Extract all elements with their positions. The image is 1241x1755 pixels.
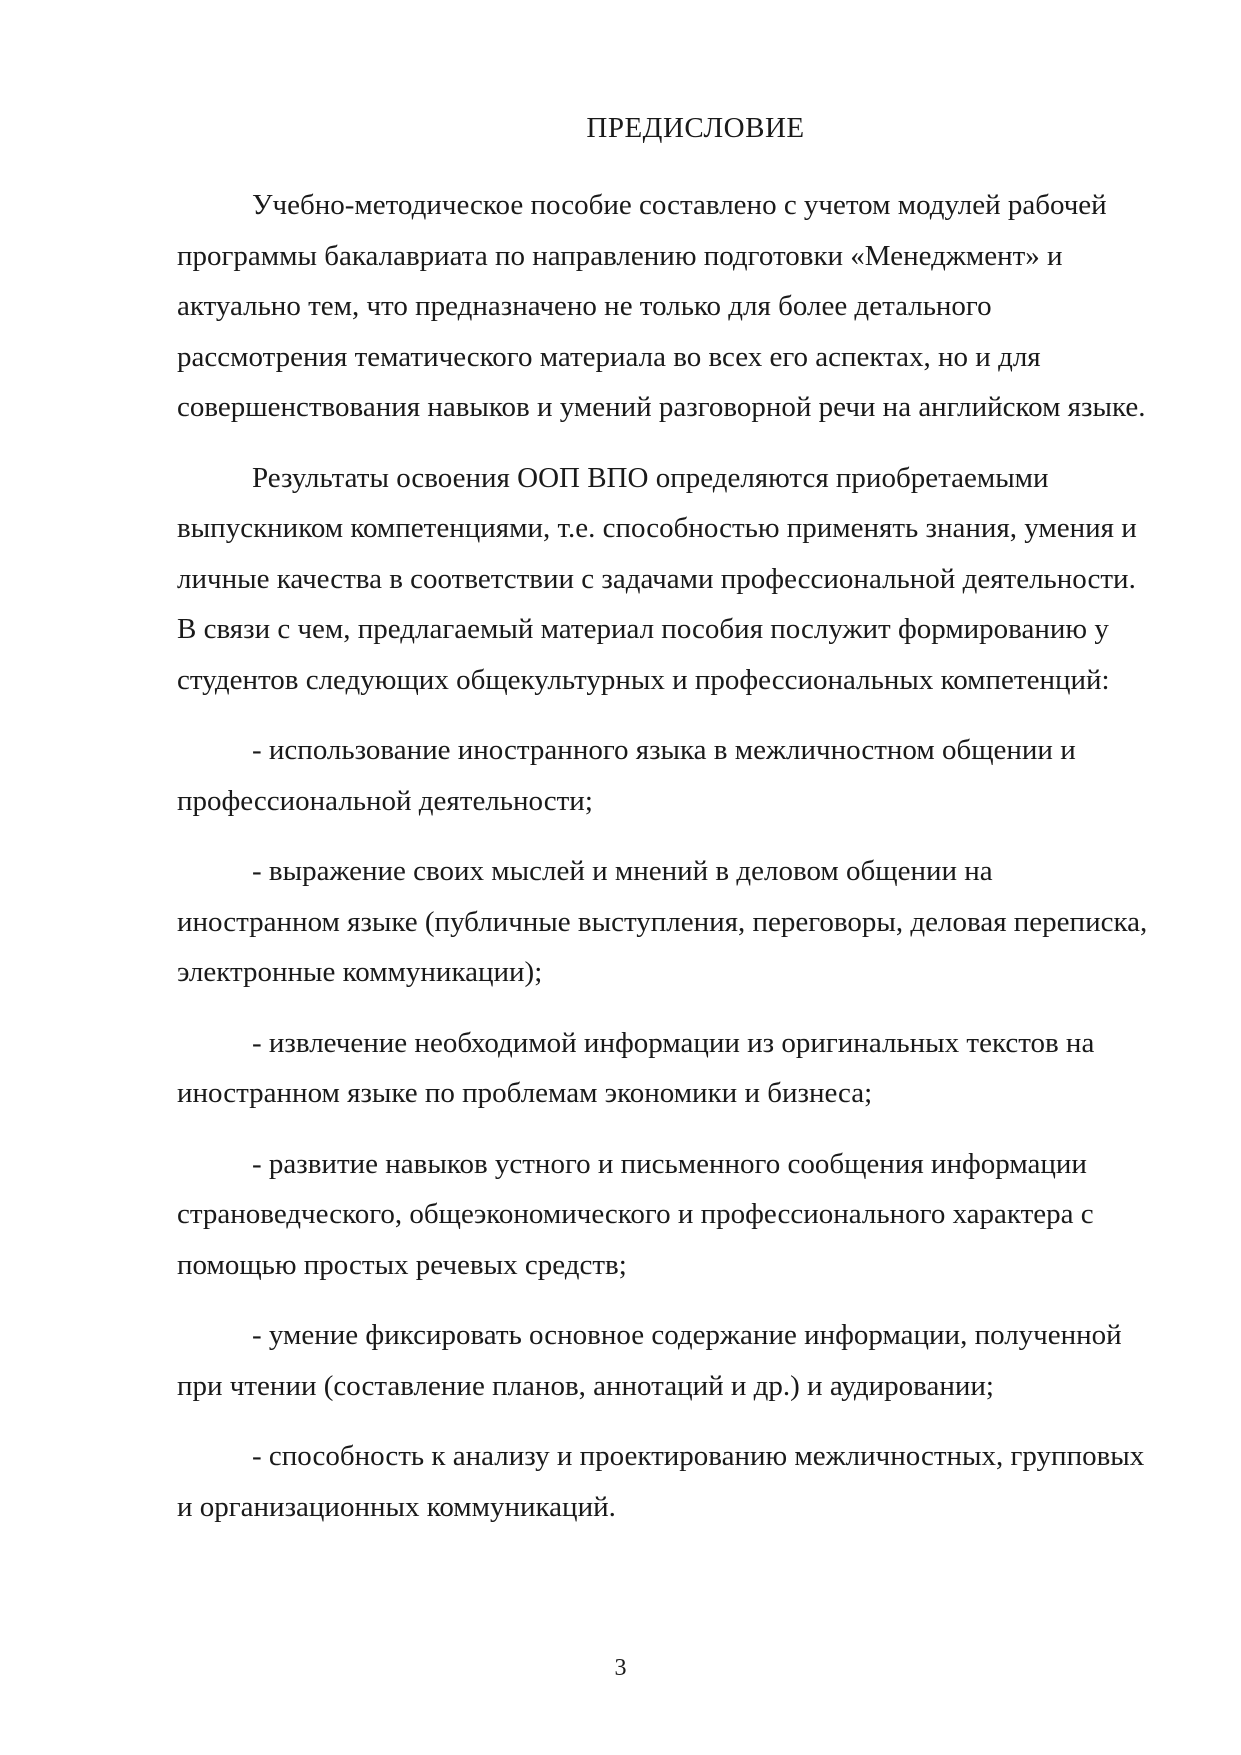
page-title: ПРЕДИСЛОВИЕ bbox=[586, 112, 805, 144]
list-item-foreign-language: - использование иностранного языка в межличностном общении и профессиональной деятельности; bbox=[177, 734, 1076, 817]
list-item-communication-analysis: - способность к анализу и проектированию межличностных, групповых и организационных коммуникаций. bbox=[177, 1440, 1145, 1523]
paragraph-results: Результаты освоения ООП ВПО определяются приобретаемыми выпускником компетенциями, т.е. способностью применять знания, умения и личные качества в соответствии с задачами профессиональной деятельности. В связи с чем, предлагаемый материал пособия послужит формированию у студентов следующих общекультурных и профессиональных компетенций: bbox=[177, 461, 1137, 696]
list-item-information-extraction: - извлечение необходимой информации из оригинальных текстов на иностранном языке по проблемам экономики и бизнеса; bbox=[177, 1026, 1095, 1109]
list-item-business-communication: - выражение своих мыслей и мнений в деловом общении на иностранном языке (публичные выступления, переговоры, деловая переписка, электронные коммуникации); bbox=[177, 855, 1148, 988]
list-item-content-fixation: - умение фиксировать основное содержание информации, полученной при чтении (составление планов, аннотаций и др.) и аудировании; bbox=[177, 1319, 1122, 1402]
document-body bbox=[177, 180, 1157, 1532]
paragraph-intro: Учебно-методическое пособие составлено с учетом модулей рабочей программы бакалавриата по направлению подготовки «Менеджмент» и актуально тем, что предназначено не только для более детального рассмотрения тематического материала во всех его аспектах, но и для совершенствования навыков и умений разговорной речи на английском языке. bbox=[177, 189, 1146, 423]
list-item-skills-development: - развитие навыков устного и письменного сообщения информации страноведческого, общеэкономического и профессионального характера с помощью простых речевых средств; bbox=[177, 1147, 1094, 1281]
page-number: 3 bbox=[614, 1655, 627, 1681]
